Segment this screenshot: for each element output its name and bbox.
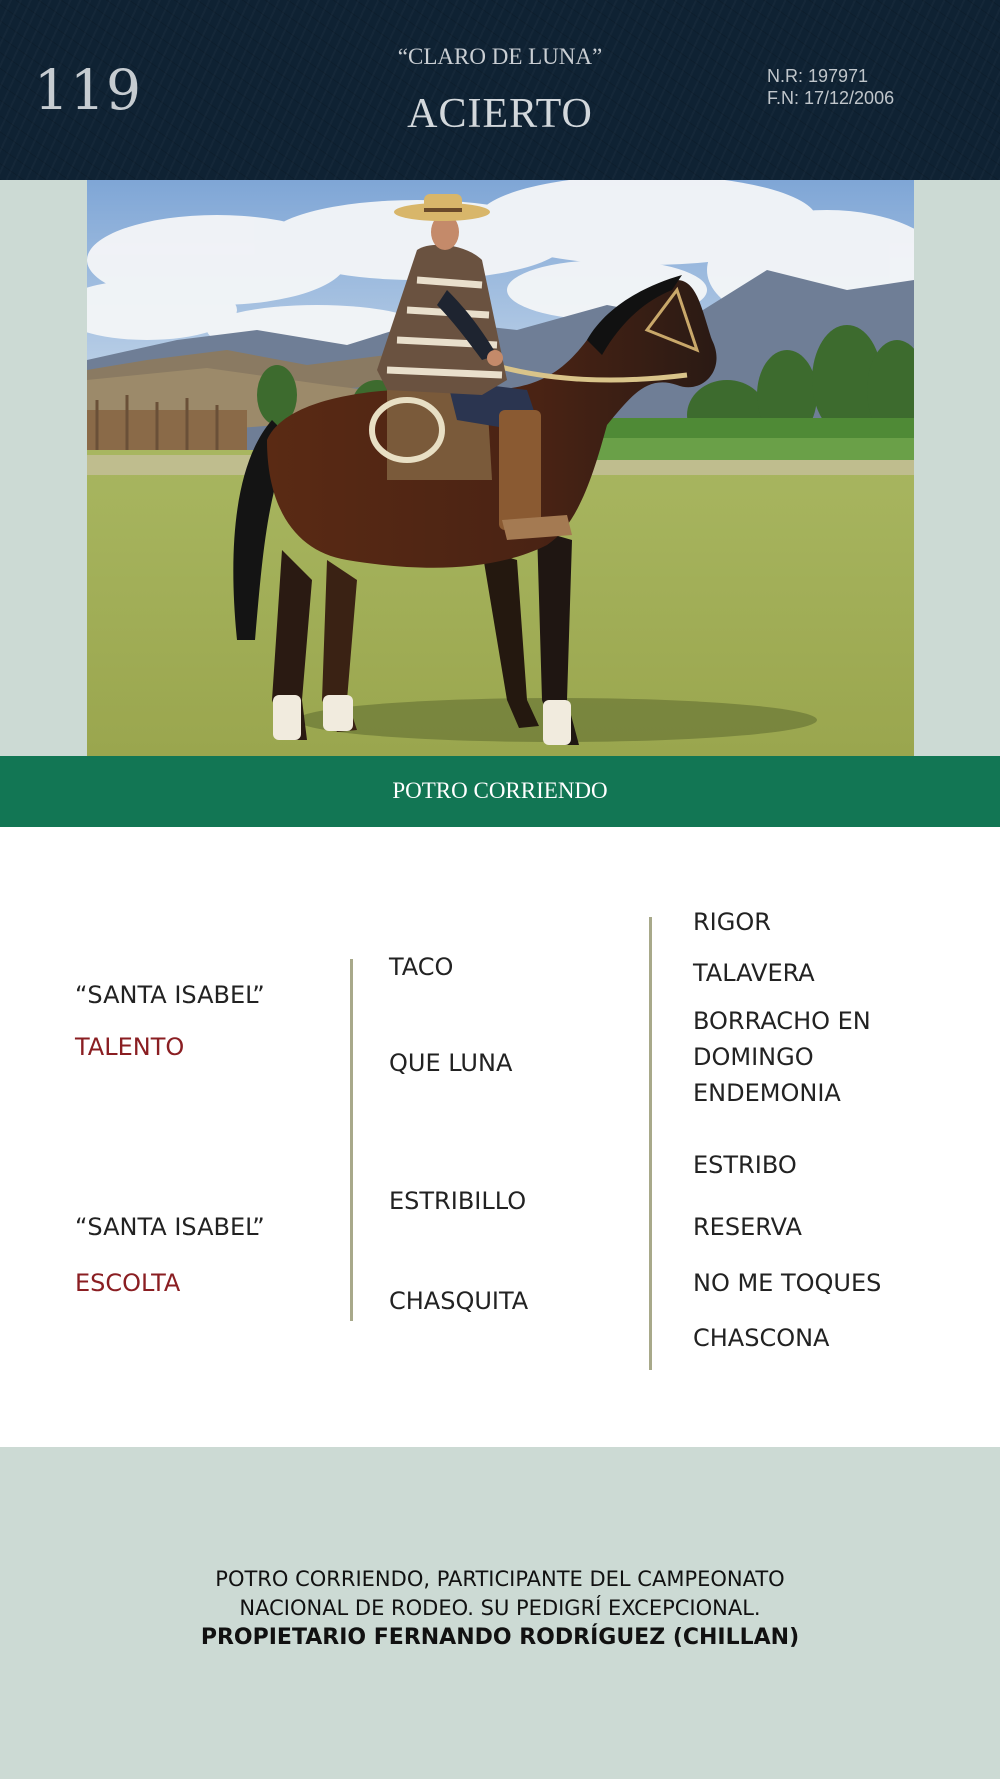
horse-name: ACIERTO — [407, 91, 593, 137]
grandparent-4: CHASQUITA — [389, 1287, 529, 1315]
caption-bar — [0, 756, 1000, 827]
great-grandparent-3: BORRACHO EN DOMINGO ENDEMONIA — [693, 1007, 871, 1107]
footer-owner: PROPIETARIO FERNANDO RODRÍGUEZ (CHILLAN) — [200, 1625, 800, 1650]
horse-alias: “CLARO DE LUNA” — [397, 44, 603, 69]
great-grandparent-4: ESTRIBO — [693, 1151, 797, 1179]
footer-line-2: NACIONAL DE RODEO. SU PEDIGRÍ EXCEPCIONAL. — [239, 1596, 761, 1620]
horse-rider-photo — [87, 180, 914, 756]
pedigree-divider-2 — [649, 917, 652, 1370]
lot-number: 119 — [34, 58, 142, 122]
grandparent-3: ESTRIBILLO — [389, 1187, 527, 1215]
great-grandparent-1: RIGOR — [693, 908, 771, 936]
great-grandparent-7: CHASCONA — [693, 1324, 830, 1352]
header — [0, 0, 1000, 180]
sire-name: TALENTO — [75, 1033, 185, 1061]
footer — [0, 1447, 1000, 1779]
great-grandparent-5: RESERVA — [693, 1213, 802, 1241]
dam-name: ESCOLTA — [75, 1269, 181, 1297]
great-grandparent-2: TALAVERA — [693, 959, 815, 987]
grandparent-1: TACO — [389, 953, 454, 981]
registration-info — [767, 65, 894, 109]
grandparent-2: QUE LUNA — [389, 1049, 513, 1077]
photo-band — [0, 180, 1000, 756]
pedigree-chart — [0, 827, 1000, 1447]
birth-date: F.N: 17/12/2006 — [767, 88, 895, 108]
sire-breeder: “SANTA ISABEL” — [75, 981, 265, 1009]
footer-description — [0, 1565, 1000, 1652]
pedigree-divider-1 — [350, 959, 353, 1321]
horse-rider-illustration — [87, 180, 914, 756]
photo-caption: POTRO CORRIENDO — [392, 778, 608, 803]
registration-number: N.R: 197971 — [767, 66, 869, 86]
dam-breeder: “SANTA ISABEL” — [75, 1213, 265, 1241]
footer-line-1: POTRO CORRIENDO, PARTICIPANTE DEL CAMPEONATO — [215, 1567, 785, 1591]
great-grandparent-6: NO ME TOQUES — [693, 1269, 882, 1297]
